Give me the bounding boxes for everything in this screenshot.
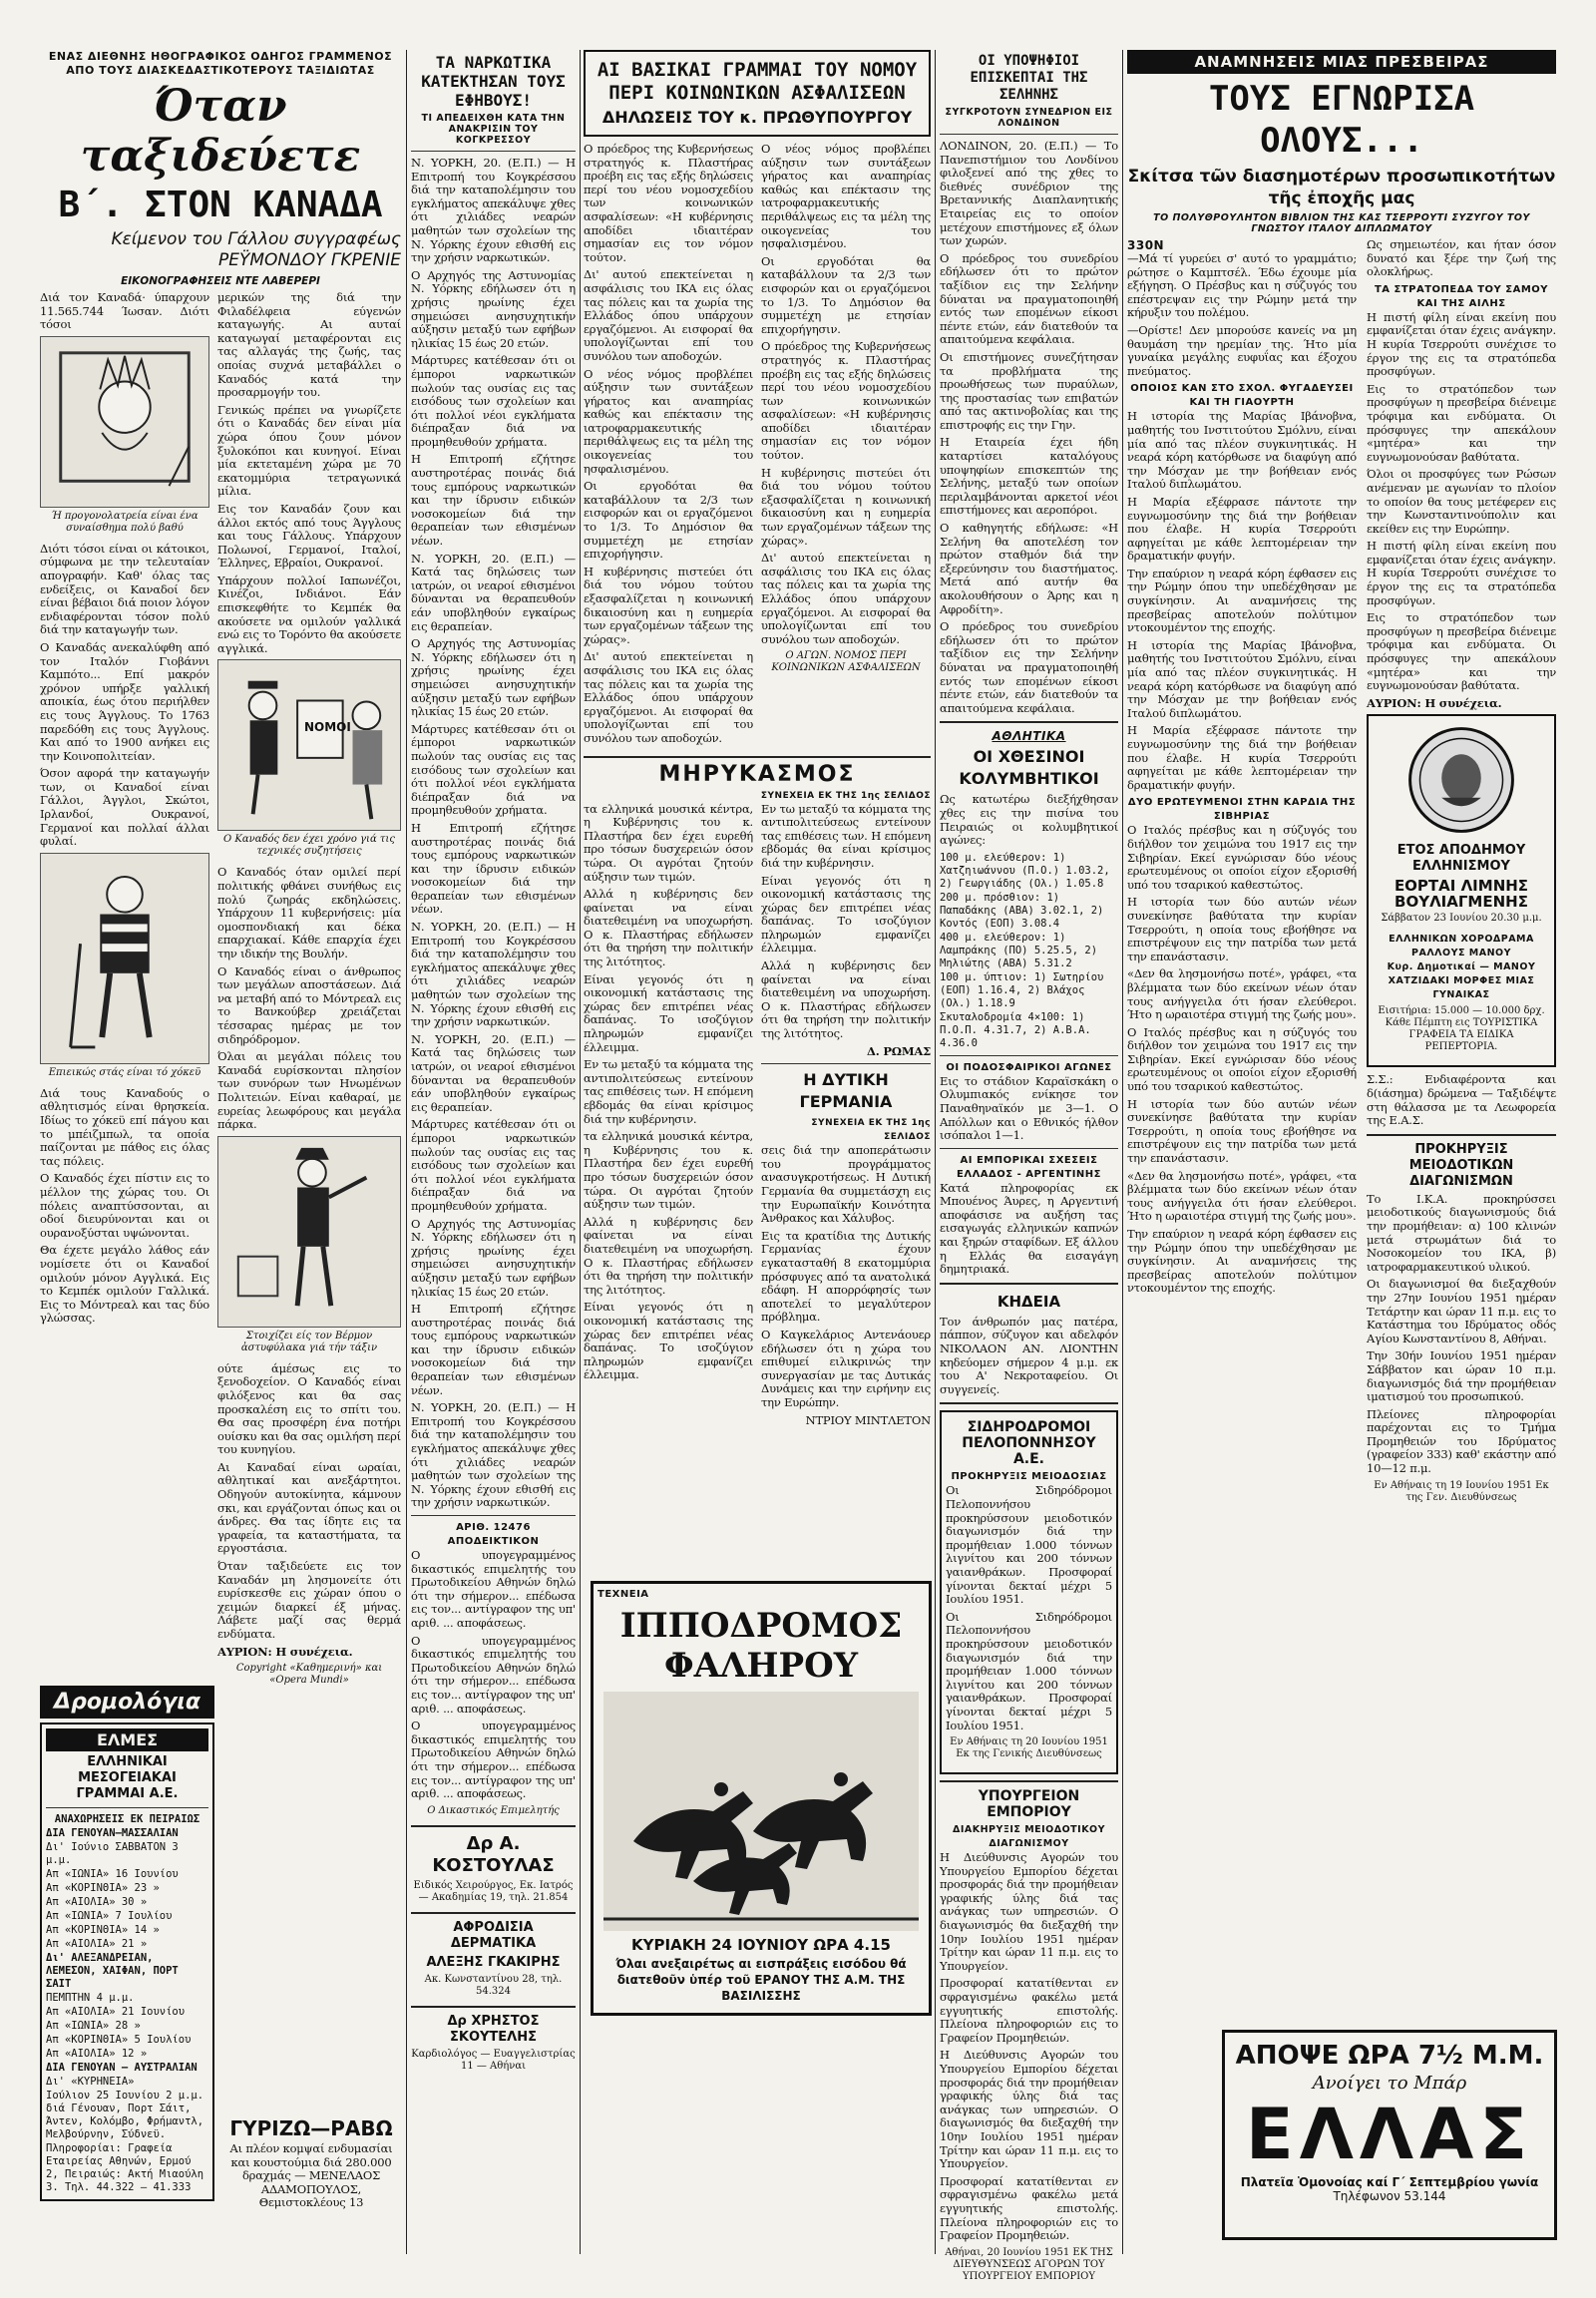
commerce-notice-text: Η Διεύθυνσις Αγορών του Υπουργείου Εμπορίου δέχεται προσφοράς διά την προμήθειαν γραφικής ύλης διά τας ανάγκας των υπηρεσιών. Ο διαγωνισμός θα διεξαχθή την 10ην Ιουλίου 1951 ημέραν Τρίτην και ώραν 11 π.μ. εις το Υπουργείον. [940,2048,1118,2171]
route-ship: Δι' «ΚΥΡΗΝΕΙΑ» [46,2076,135,2088]
sports-section-label: ΑΘΛΗΤΙΚΑ [992,729,1066,744]
article-subtitle: Β΄. ΣΤΟΝ ΚΑΝΑΔΑ [58,185,383,225]
continued-tomorrow: ΑΥΡΙΟΝ: Η συνέχεια. [217,1644,353,1659]
paragraph: Ο πρόεδρος της Κυβερνήσεως στρατηγός κ. Πλαστήρας προέβη εις τας εξής δηλώσεις περί του νέου νομοσχεδίου των κοινωνικών ασφαλίσεων: «Η κυβέρνησις αποδίδει ιδιαιτέραν σημασίαν εις τον νόμον τούτον. [761,339,931,463]
commerce-notice-text: Προσφοραί κατατίθενται εν σφραγισμένω φακέλω μετά εγγυητικής επιστολής. Πλείονα πληροφοριών εις το Γραφείον Προμηθειών. [940,1976,1118,2045]
paragraph: Εις το στρατόπεδον των προσφύγων η πρεσβείρα διένειμε τρόφιμα και ενδύματα. Οι πρόσφυγες την απεκάλουν «μητέρα» και την ευγνωμονούσαν βαθύτατα. [1367,381,1556,464]
tailor-ad-text: Αι πλέον κομψαί ενδυμασίαι και κουστούμια διά 280.000 δραχμάς — ΜΕΝΕΛΑΟΣ ΑΔΑΜΟΠΟΥΛΟΣ, Θεμιστοκλέους 13 [229,2141,393,2210]
paragraph: ΛΟΝΔΙΝΟΝ, 20. (Ε.Π.) — Το Πανεπιστήμιον του Λονδίνου φιλοξενεί από της χθες το διεθνές συνέδριον της Βρεταννικής Διαπλανητικής Εταιρείας εις το οποίον μετέχουν επιστήμονες εξ όλων των χωρών. [940,139,1118,248]
lake-festival-title: ΕΤΟΣ ΑΠΟΔΗΜΟΥ ΕΛΛΗΝΙΣΜΟΥ [1396,843,1526,875]
paragraph: Η Επιτροπή εζήτησε αυστηροτέρας ποινάς διά τους εμπόρους ναρκωτικών και την ίδρυσιν ειδικών νοσοκομείων διά την θεραπείαν των εθισμένων νέων. [411,452,576,549]
section-heading: ΤΑ ΣΤΡΑΤΟΠΕΔΑ ΤΟΥ ΣΑΜΟΥ ΚΑΙ ΤΗΣ ΑΙΛΗΣ [1374,283,1549,309]
paragraph: Ν. ΥΟΡΚΗ, 20. (Ε.Π.) — Η Επιτροπή του Κογκρέσσου διά την καταπολέμησιν του εγκλήματος απεκάλυψε χθες ότι χιλιάδες νεαρών μαθητών των σχολείων της Ν. Υόρκης έχουν εθισθή εις την χρήσιν ναρκωτικών. [411,920,576,1029]
insurance-headline: ΑΙ ΒΑΣΙΚΑΙ ΓΡΑΜΜΑΙ ΤΟΥ ΝΟΜΟΥ ΠΕΡΙ ΚΟΙΝΩΝΙΚΩΝ ΑΣΦΑΛΙΣΕΩΝ [597,59,918,104]
paragraph: Η ιστορία των δύο αυτών νέων συνεκίνησε βαθύτατα την κυρίαν Τσερρούτι, η οποία τους εβοήθησε να επιστρέψουν εις την πατρίδα των μετά την επανάστασιν. [1127,1096,1357,1166]
paragraph: Δι' αυτού επεκτείνεται η ασφάλισις του ΙΚΑ εις όλας τας πόλεις και τα χωρία της Ελλάδος όπου υπάρχουν εργαζόμενοι. Αι εισφοραί θα υπολογίζωνται επί του συνόλου των αποδοχών. [761,551,931,646]
paragraph: Είναι γεγονός ότι η οικονομική κατάστασις της χώρας δεν επιτρέπει νέας δαπάνας. Το ισοζύγιον πληρωμών εμφανίζει έλλειμμα. [584,971,753,1054]
paragraph: μερικών της διά την Φιλαδέλφεια εύγενών καταγωγής. Αι αυταί καταγωγαί μεταφέρονται εις τας αλλαγάς της ζωής, τας οποίας συχνά μεταβάλλει ο Καναδός κατά την προσαρμογήν του. [217,290,401,400]
paragraph: Η κυβέρνησις πιστεύει ότι διά του νόμου τούτου εξασφαλίζεται η κοινωνική δικαιοσύνη και η ευημερία των εργαζομένων τάξεων της χώρας». [584,564,753,646]
list-item: 200 μ. πρόσθιον: 1) Παπαδάκης (ΑΒΑ) 3.02.1, 2) Κοντός (ΕΟΠ) 3.08.4 [940,891,1104,930]
ship-list [46,1868,208,1951]
paragraph: Όλοι οι προσφύγες των Ρώσων ανέμεναν με αγωνίαν το πλοίον το οποίον θα τους μετέφερεν εις την Κωνσταντινούπολιν και εκείθεν εις την Ευρώπην. [1367,467,1556,536]
paragraph: Ο Καναδός έχει πίστιν εις το μέλλον της χώρας του. Οι πόλεις αναπτύσσονται, αι οδοί διευρύνονται και οι ουρανοξύσται υψώνονται. [40,1171,209,1240]
coin-seal-illustration [1373,720,1550,840]
bar-ad-address: Πλατεῖα Ὁμονοίας καί Γ΄ Σεπτεμβρίου γωνία [1240,2175,1539,2189]
hippodrome-text: Όλαι ανεξαιρέτως αι εισπράξεις εισόδου θά διατεθοῦν ὑπέρ τοῦ ΕΡΑΝΟΥ ΤΗΣ Α.Μ. ΤΗΣ ΒΑΣΙΛΙΣΣΗΣ [615,1957,907,2003]
paragraph: Ο πρόεδρος του συνεδρίου εδήλωσεν ότι το πρώτον ταξίδιον εις την Σελήνην δύναται να πραγματοποιηθή εντός των επομένων είκοσι πέντε ετών, εάν διατεθούν τα απαιτούμενα κεφάλαια. [940,250,1118,347]
memoirs-book-note: ΤΟ ΠΟΛΥΘΡΟΥΛΗΤΟΝ ΒΙΒΛΙΟΝ ΤΗΣ ΚΑΣ ΤΣΕΡΡΟΥΤΙ ΣΥΖΥΓΟΥ ΤΟΥ ΓΝΩΣΤΟΥ ΙΤΑΛΟΥ ΔΙΠΛΩΜΑΤΟΥ [1153,212,1530,234]
continued-tomorrow: ΑΥΡΙΟΝ: Η συνέχεια. [1367,695,1502,710]
indian-portrait-illustration [40,336,209,508]
section-heading: ΟΠΟΙΟΣ ΚΑΝ ΣΤΟ ΣΧΟΛ. ΦΥΓΑΔΕΥΣΕΙ ΚΑΙ ΤΗ ΓΙΑΟΥΡΤΗ [1130,383,1354,409]
illustration-svg [218,1137,400,1327]
paragraph: Ο Καναδός όταν ομιλεί περί πολιτικής φθάνει συνήθως εις πολύ ζωηράς εκδηλώσεις. Υπάρχουν 11 κυβερνήσεις: μία ομοσπονδιακή και δέκα επαρχιακαί. Κάθε επαρχία έχει την ιδικήν της Βουλήν. [217,865,401,960]
paragraph: Εις τον Καναδάν ζουν και άλλοι εκτός από τους Άγγλους και τους Γάλλους. Υπάρχουν Πολωνοί, Γερμανοί, Ιταλοί, Έλληνες, Εβραίοι, Ουκρανοί. [217,501,401,571]
paragraph: Όταν ταξιδεύετε εις τον Καναδάν μη λησμονείτε ότι ευρίσκεσθε εις χώραν όπου ο χειμών διαρκεί έξ μήνας. Λάβετε μαζί σας θερμά ενδύματα. [217,1559,401,1641]
funeral-headline: ΚΗΔΕΙΑ [997,1292,1061,1311]
paragraph: Η κυβέρνησις πιστεύει ότι διά του νόμου τούτου εξασφαλίζεται η κοινωνική δικαιοσύνη και η ευημερία των εργαζομένων τάξεων της χώρας». [761,465,931,548]
railway-subheadline: ΠΡΟΚΗΡΥΞΙΣ ΜΕΙΟΔΟΣΙΑΣ [951,1471,1107,1483]
paragraph: Εις το στρατόπεδον των προσφύγων η πρεσβείρα διένειμε τρόφιμα και ενδύματα. Οι πρόσφυγες την απεκάλουν «μητέρα» και την ευγνωμονούσαν βαθύτατα. [1367,610,1556,693]
paragraph: Ν. ΥΟΡΚΗ, 20. (Ε.Π.) — Κατά τας δηλώσεις των ιατρών, οι νεαροί εθισμένοι δύνανται να θεραπευθούν εάν υποβληθούν εγκαίρως εις θεραπείαν. [411,551,576,633]
lake-festival-program: ΕΛΛΗΝΙΚΩΝ ΧΟΡΟΔΡΑΜΑ ΡΑΛΛΟΥΣ ΜΑΝΟΥ [1389,934,1534,959]
caption: Ή προγονολατρεία είναι ένα συναίσθημα πολύ βαθύ [51,510,199,534]
paragraph: Είναι γεγονός ότι η οικονομική κατάστασις της χώρας δεν επιτρέπει νέας δαπάνας. Το ισοζύγιον πληρωμών εμφανίζει έλλειμμα. [584,1300,753,1382]
continued-from: ΣΥΝΕΧΕΙΑ ΕΚ ΤΗΣ 1ης ΣΕΛΙΔΟΣ [760,790,931,801]
installment-number: 330Ν [1127,238,1165,252]
paragraph: Ο καθηγητής εδήλωσε: «Η Σελήνη θα αποτελέση τον πρώτον σταθμόν διά την εξερεύνησιν του διαστήματος. Μετά από αυτήν θα ακολουθήσουν ο Άρης και η Αφροδίτη». [940,521,1118,616]
paragraph: Η ιστορία της Μαρίας Ιβάνοβνα, μαθητής του Ινστιτούτου Σμόλνυ, είναι μία από τας πλέον συγκινητικάς. Η νεαρά κόρη κατόρθωσε να διαφύγη από την Μόσχαν με την βοήθειαν ενός Ιταλού διπλωμάτου. [1127,637,1357,720]
moon-headline: ΟΙ ΥΠΟΨΗΦΙΟΙ ΕΠΙΣΚΕΠΤΑΙ ΤΗΣ ΣΕΛΗΝΗΣ [970,53,1088,103]
departures-heading: ΑΝΑΧΩΡΗΣΕΙΣ ΕΚ ΠΕΙΡΑΙΩΣ [54,1813,200,1825]
list-item: Απ «ΙΩΝΙΑ» 28 » [46,2020,141,2032]
railway-notice-text: Οι Σιδηρόδρομοι Πελοποννήσου προκηρύσσουν μειοδοτικόν διαγωνισμόν διά την προμήθειαν 1.000 τόννων λιγνίτου και 200 τόννων γαιανθράκων. Προσφοραί γίνονται δεκταί μέχρι 5 Ιουλίου 1951. [946,1483,1112,1607]
moon-subheadline: ΣΥΓΚΡΟΤΟΥΝ ΣΥΝΕΔΡΙΟΝ ΕΙΣ ΛΟΝΔΙΝΟΝ [945,107,1113,129]
schedule-title: Δρομολόγια [40,1686,214,1719]
ika-notice-text: Την 30ήν Ιουνίου 1951 ημέραν Σάββατον και ώραν 10 π.μ. διαγωνισμός διά την προμήθειαν ιματισμού του προσωπικού. [1367,1348,1556,1404]
memoirs-kicker: ΑΝΑΜΝΗΣΕΙΣ ΜΙΑΣ ΠΡΕΣΒΕΙΡΑΣ [1127,50,1556,74]
article-title: Όταν ταξιδεύετε [80,81,361,182]
paragraph: Ο πρόεδρος της Κυβερνήσεως στρατηγός κ. Πλαστήρας προέβη εις τας εξής δηλώσεις περί του νέου νομοσχεδίου των κοινωνικών ασφαλίσεων: «Η κυβέρνησις αποδίδει ιδιαιτέραν σημασίαν εις τον νόμον τούτον. [584,142,753,264]
paragraph: Ο Καγκελάριος Αντενάουερ εδήλωσεν ότι η χώρα του επιθυμεί ειλικρινώς την συνεργασίαν με τας Δυτικάς Δυνάμεις και την ειρήνην εις την Ευρώπην. [761,1327,931,1409]
paragraph: ούτε άμέσως εις το ξενοδοχείον. Ο Καναδός είναι φιλόξενος και θα σας προσκαλέση εις το σπίτι του. Θα σας προσφέρη ένα ποτήρι ουίσκυ και θα σας ομιλήση περί του κυνηγίου. [217,1360,401,1457]
laws-sign-text: ΝΟΜΟΙ [304,720,351,735]
paragraph: τα ελληνικά μουσικά κέντρα, η Κυβέρνησις του κ. Πλαστήρα δεν έχει ευρεθή προ τόσων δυσχερειών όσον τώρα. Οι αγρόται ζητούν αύξησιν των τιμών. [584,1129,753,1212]
column-rule [580,50,581,2254]
paragraph: Υπάρχουν πολλοί Ιαπωνέζοι, Κινέζοι, Ινδιάνοι. Εάν επισκεφθήτε το Κεμπέκ θα ακούσετε να ομιλούν γαλλικά ενώ εις το Τορόντο θα ακούσετε αγγλικά. [217,573,401,655]
paragraph: Όσον αφορά την καταγωγήν των, οι Καναδοί είναι Γάλλοι, Άγγλοι, Σκώτοι, Ιρλανδοί, Ουκρανοί, Γερμανοί και πολλαί άλλαι φυλαί. [40,766,209,849]
bar-ad-subtitle: Ανοίγει το Μπάρ [1312,2073,1467,2094]
paragraph: Ο Αρχηγός της Αστυνομίας Ν. Υόρκης εδήλωσεν ότι η χρήσις ηρωίνης έχει σημειώσει ανησυχητικήν αύξησιν μεταξύ των εφήβων ηλικίας 15 έως 20 ετών. [411,267,576,350]
hippodrome-tag: ΤΕΧΝΕΙΑ [598,1589,649,1600]
col5-news [940,50,1118,2282]
route-title: Δι' ΑΛΕΞΑΝΔΡΕΙΑΝ, ΛΕΜΕΣΟΝ, ΧΑΙΦΑΝ, ΠΟΡΤ ΣΑΙΤ [46,1952,179,1990]
paragraph: Ν. ΥΟΡΚΗ, 20. (Ε.Π.) — Η Επιτροπή του Κογκρέσσου διά την καταπολέμησιν του εγκλήματος απεκάλυψε χθες ότι χιλιάδες νεαρών μαθητών των σχολείων της Ν. Υόρκης έχουν εθισθή εις την χρήσιν ναρκωτικών. [411,156,576,265]
lake-festival-program: Κυρ. Δημοτικαί — ΜΑΝΟΥ ΧΑΤΖΙΔΑΚΙ ΜΟΡΦΕΣ ΜΙΑΣ ΓΥΝΑΙΚΑΣ [1387,961,1536,1001]
policeman-illustration [217,1136,401,1328]
paragraph: Ο νέος νόμος προβλέπει αύξησιν των συντάξεων γήρατος και αναπηρίας καθώς και επέκτασιν της ιατροφαρμακευτικής περιθάλψεως εις τα μέλη της οικογενείας του ησφαλισμένου. [584,366,753,476]
paragraph: Ο Ιταλός πρέσβυς και η σύζυγός του διήλθον τον χειμώνα του 1917 εις την Σιβηρίαν. Εκεί εγνώρισαν δύο νέους ερωτευμένους οι οποίοι είχον εξορισθή υπό του τσαρικού καθεστώτος. [1127,823,1357,892]
commerce-ministry-headline: ΥΠΟΥΡΓΕΙΟΝ ΕΜΠΟΡΙΟΥ [978,1788,1080,1821]
paragraph: Ως σημειωτέον, και ήταν όσον δυνατό και ξέρε την ζωή της ολοκλήρως. [1367,237,1556,279]
lake-festival-ad [1367,714,1556,1067]
paragraph: Η Επιτροπή εζήτησε αυστηροτέρας ποινάς διά τους εμπόρους ναρκωτικών και την ίδρυσιν ειδικών νοσοκομείων διά την θεραπείαν των εθισμένων νέων. [411,820,576,917]
route-schedule: ΠΕΜΠΤΗΝ 4 μ.μ. [46,1992,135,2004]
canada-article-col1 [40,50,401,1695]
hockey-player-illustration [40,853,209,1064]
paragraph: —Μά τί γυρεύει σ' αυτό το γραμμάτιο; ρώτησε ο Καμπτσέλ. Έδω έχουμε μία εξήγηση. Ο Πρέσβυς και η σύζυγός του επέστρεψαν εις την Ρώμην μετά την κήρυξιν του πολέμου. [1127,251,1357,320]
illustration-svg [603,1692,919,1931]
ika-notice-text: Το Ι.Κ.Α. προκηρύσσει μειοδοτικούς διαγωνισμούς διά την προμήθειαν: α) 100 κλινών μετά στρωμάτων διά το Νοσοκομείον του ΙΚΑ, β) ιατροφαρμακευτικού υλικού. [1367,1191,1556,1274]
route-title: ΔΙΑ ΓΕΝΟΥΑΝ—ΜΑΣΣΑΛΙΑΝ [46,1827,179,1839]
legal-notice-sign: Ο Δικαστικός Επιμελητής [427,1804,560,1816]
paragraph: «Δεν θα λησμονήσω ποτέ», γράφει, «τα βλέμματα των δύο εκείνων νέων όταν τους ανήγγειλα ότι ήσαν ελεύθεροι. Ήτο η ωραιοτέρα στιγμή της ζωής μου». [1127,966,1357,1022]
narcotics-subheadline: ΤΙ ΑΠΕΔΕΙΧΘΗ ΚΑΤΑ ΤΗΝ ΑΝΑΚΡΙΣΙΝ ΤΟΥ ΚΟΓΚΡΕΣΣΟΥ [421,113,566,146]
copyright: Copyright «Καθημερινή» και «Opera Mundi» [235,1663,383,1687]
paragraph: Ο Καναδάς ανεκαλύφθη από τον Ιταλόν Γιοβάννι Καμπότο... Επί μακρόν χρόνον υπήρξε γαλλική αποικία, έως ότου περιήλθεν εις τους Άγγλους. Το 1763 παρεδόθη εις τους Άγγλους. Και από το 1900 ανήκει εις την Κοινοπολιτείαν. [40,639,209,763]
memoirs-headline: ΤΟΥΣ ΕΓΝΩΡΙΣΑ ΟΛΟΥΣ... [1208,79,1475,161]
memoirs-subheadline: Σκίτσα τῶν διασημοτέρων προσωπικοτήτων τῆς ἐποχῆς μας [1127,167,1556,208]
article-author: Κείμενον του Γάλλου συγγραφέως ΡΕΫΜΟΝΔΟΥ ΓΚΡΕΝΙΕ [111,229,401,270]
paragraph: Κατά πληροφορίας εκ Μπουένος Άυρες, η Αργεντινή αποφάσισε να αυξήση τας εισαγωγάς ελληνικών καπνών και ξηρών σταφίδων. Εξ άλλου η Ελλάς θα εισαγάγη δημητριακά. [940,1180,1118,1277]
paragraph: Ο Αρχηγός της Αστυνομίας Ν. Υόρκης εδήλωσεν ότι η χρήσις ηρωίνης έχει σημειώσει ανησυχητικήν αύξησιν μεταξύ των εφήβων ηλικίας 15 έως 20 ετών. [411,636,576,719]
railway-notice-text: Οι Σιδηρόδρομοι Πελοποννήσου προκηρύσσουν μειοδοτικόν διαγωνισμόν διά την προμήθειαν 1.000 τόννων λιγνίτου και 200 τόννων γαιανθράκων. Προσφοραί γίνονται δεκταί μέχρι 5 Ιουλίου 1951. [946,1609,1112,1732]
paragraph: Εν τω μεταξύ τα κόμματα της αντιπολιτεύσεως εντείνουν τας επιθέσεις των. Η επόμενη εβδομάς θα είναι κρίσιμος διά την κυβέρνησιν. [761,801,931,870]
column-rule [1122,50,1123,2254]
paragraph: Η Επιτροπή εζήτησε αυστηροτέρας ποινάς διά τους εμπόρους ναρκωτικών και την ίδρυσιν ειδικών νοσοκομείων διά την θεραπείαν των εθισμένων νέων. [411,1302,576,1397]
caption: Στοιχίζει είς τον Βέρμον ἀστυφύλακα γιά τήν τάξιν [240,1330,378,1353]
paragraph: Οι εργοδόται θα καταβάλλουν τα 2/3 των εισφορών και οι εργαζόμενοι το 1/3. Το Δημόσιον θα συμμετέχη με ετησίαν επιχορήγησιν. [584,479,753,562]
ship-list [46,2006,208,2061]
bar-ellas-ad [1222,2030,1557,2240]
lake-festival-date: Σάββατον 23 Ιουνίου 20.30 μ.μ. [1381,913,1542,925]
paragraph: Θα έχετε μεγάλο λάθος εάν νομίσετε ότι οι Καναδοί ομιλούν μόνον Αγγλικά. Εις το Κεμπέκ ομιλούν Γαλλικά. Εις το Μόντρεαλ και τας δύο γλώσσας. [40,1243,209,1326]
list-item: Απ «ΙΩΝΙΑ» 16 Ιουνίου [46,1868,179,1880]
commerce-notice-sign: Αθήναι, 20 Ιουνίου 1951 ΕΚ ΤΗΣ ΔΙΕΥΘΥΝΣΕΩΣ ΑΓΟΡΩΝ ΤΟΥ ΥΠΟΥΡΓΕΙΟΥ ΕΜΠΟΡΙΟΥ [945,2246,1113,2282]
section-heading: ΔΥΟ ΕΡΩΤΕΥΜΕΝΟΙ ΣΤΗΝ ΚΑΡΔΙΑ ΤΗΣ ΣΙΒΗΡΙΑΣ [1127,797,1357,823]
football-headline: ΟΙ ΠΟΔΟΣΦΑΙΡΙΚΟΙ ΑΓΩΝΕΣ [946,1061,1112,1073]
paragraph: Η πιστή φίλη είναι εκείνη που εμφανίζεται όταν έχεις ανάγκην. Η κυρία Τσερρούτι συνέχισε το έργον της εις τα στρατόπεδα προσφύγων. [1367,309,1556,379]
paragraph: Αι Καναδαί είναι ωραίαι, αθλητικαί και ανεξάρτητοι. Οδηγούν αυτοκίνητα, κάμνουν σκι, και εργάζονται όπως και οι άνδρες. Θα τας ίδητε εις τα γραφεία, τα καταστήματα, τα εργοστάσια. [217,1459,401,1556]
illustration-svg [1373,720,1550,840]
trade-headline: ΑΙ ΕΜΠΟΡΙΚΑΙ ΣΧΕΣΕΙΣ ΕΛΛΑΔΟΣ - ΑΡΓΕΝΤΙΝΗΣ [957,1154,1101,1180]
illustration-svg [218,660,400,830]
shipping-info: Πληροφορίαι: Γραφεία Εταιρείας Αθηνών, Ερμού 2, Πειραιώς: Ακτή Μιαούλη 3. Τηλ. 44.322 — 41.333 [46,2142,204,2193]
paragraph: τα ελληνικά μουσικά κέντρα, η Κυβέρνησις του κ. Πλαστήρα δεν έχει ευρεθή προ τόσων δυσχερειών όσον τώρα. Οι αγρόται ζητούν αύξησιν των τιμών. [584,801,753,884]
continued-from: ΣΥΝΕΧΕΙΑ ΕΚ ΤΗΣ 1ης ΣΕΛΙΔΟΣ [811,1118,931,1143]
author-signature: ΝΤΡΙΟΥ ΜΙΝΤΛΕΤΟΝ [805,1412,931,1427]
paragraph: Ο Καναδός είναι ο άνθρωπος των μεγάλων αποστάσεων. Διά να μεταβή από το Μόντρεαλ εις το Βανκούβερ χρειάζεται τέσσαρας ημέρας με τον σιδηρόδρομον. [217,963,401,1046]
paragraph: Διά τους Καναδούς ο αθλητισμός είναι θρησκεία. Ιδίως το χόκεϋ επί πάγου και το μπέιζμπωλ, τα οποία παίζονται με πάθος εις όλας τας πόλεις. [40,1085,209,1168]
paragraph: Η πιστή φίλη είναι εκείνη που εμφανίζεται όταν έχεις ανάγκην. Η κυρία Τσερρούτι συνέχισε το έργον της εις τα στρατόπεδα προσφύγων. [1367,539,1556,607]
list-item: 100 μ. ύπτιον: 1) Σωτηρίου (ΕΟΠ) 1.16.4, 2) Βλάχος (Ολ.) 1.18.9 [940,970,1104,1009]
article-illustrator: ΕΙΚΟΝΟΓΡΑΦΗΣΕΙΣ ΝΤΕ ΛΑΒΕΡΕΡΙ [121,275,320,287]
paragraph: Ν. ΥΟΡΚΗ, 20. (Ε.Π.) — Κατά τας δηλώσεις των ιατρών, οι νεαροί εθισμένοι δύνανται να θεραπευθούν εάν υποβληθούν εγκαίρως εις θεραπείαν. [411,1031,576,1114]
legal-notice-text: Ο υπογεγραμμένος δικαστικός επιμελητής του Πρωτοδικείου Αθηνών δηλώ ότι την σήμερον... επέδωσα εις τον... αντίγραφον της υπ' αριθ. ... αποφάσεως. [411,1633,576,1716]
paragraph: Είναι γεγονός ότι η οικονομική κατάστασις της χώρας δεν επιτρέπει νέας δαπάνας. Το ισοζύγιον πληρωμών εμφανίζει έλλειμμα. [761,873,931,956]
paragraph: Η Μαρία εξέφρασε πάντοτε την ευγνωμοσύνην της διά την βοήθειαν που έλαβε. Η κυρία Τσερρούτι αφηγείται με κάθε λεπτομέρειαν την δραματικήν φυγήν. [1127,723,1357,792]
laws-cartoon-illustration [217,659,401,831]
doctor-ad-text: Ειδικός Χειρούργος, Εκ. Ιατρός — Ακαδημίας 19, τηλ. 21.854 [413,1879,574,1903]
dermatology-ad-name: ΑΛΕΞΗΣ ΓΚΑΚΙΡΗΣ [426,1954,561,1970]
ika-notice-sign: Εν Αθήναις τη 19 Ιουνίου 1951 Εκ της Γεν. Διευθύνσεως [1374,1479,1549,1503]
doctor-ad-name: Δρ Α. ΚΟΣΤΟΥΛΑΣ [432,1832,555,1876]
author-signature: Δ. ΡΩΜΑΣ [867,1043,931,1058]
paragraph: Αλλά η κυβέρνησις δεν φαίνεται να είναι διατεθειμένη να υποχωρήση. Ο κ. Πλαστήρας εδήλωσεν ότι θα τηρήση την πολιτικήν της λιτότητος. [761,958,931,1041]
swim-results-list [940,852,1118,1050]
hippodrome-title: ΙΠΠΟΔΡΟΜΟΣ ΦΑΛΗΡΟΥ [619,1606,903,1686]
hippodrome-ad [591,1581,932,2016]
illustration-svg [41,337,208,507]
bar-ad-phone: Τηλέφωνον 53.144 [1333,2189,1446,2203]
railway-headline: ΣΙΔΗΡΟΔΡΟΜΟΙ ΠΕΛΟΠΟΝΝΗΣΟΥ Α.Ε. [962,1419,1096,1468]
mirykasmos-headline: ΜΗΡΥΚΑΣΜΟΣ [658,761,856,787]
article-kicker: ΕΝΑΣ ΔΙΕΘΝΗΣ ΗΘΟΓΡΑΦΙΚΟΣ ΟΔΗΓΟΣ ΓΡΑΜΜΕΝΟΣ ΑΠΟ ΤΟΥΣ ΔΙΑΣΚΕΔΑΣΤΙΚΟΤΕΡΟΥΣ ΤΑΞΙΔΙΩΤΑΣ [48,50,393,77]
paragraph: Την επαύριον η νεαρά κόρη έφθασεν εις την Ρώμην όπου την υπεδέχθησαν με συγκίνησιν. Αι αναμνήσεις της πρεσβείρας αποτελούν πολύτιμον ντοκουμέντον της εποχής. [1127,566,1357,635]
shipping-company: ΕΛΛΗΝΙΚΑΙ ΜΕΣΟΓΕΙΑΚΑΙ ΓΡΑΜΜΑΙ Α.Ε. [76,1754,179,1801]
paragraph: Ο Αρχηγός της Αστυνομίας Ν. Υόρκης εδήλωσεν ότι η χρήσις ηρωίνης έχει σημειώσει ανησυχητικήν αύξησιν μεταξύ των εφήβων ηλικίας 15 έως 20 ετών. [411,1216,576,1299]
column-rule [406,50,407,2254]
legal-notice-heading: ΑΡΙΘ. 12476 ΑΠΟΔΕΙΚΤΙΚΟΝ [447,1522,540,1547]
list-item: Απ «ΑΙΟΛΙΑ» 21 » [46,1938,148,1950]
ika-headline: ΠΡΟΚΗΡΥΞΙΣ ΜΕΙΟΔΟΤΙΚΩΝ ΔΙΑΓΩΝΙΣΜΩΝ [1408,1141,1514,1189]
insurance-subheadline: ΔΗΛΩΣΕΙΣ ΤΟΥ κ. ΠΡΩΘΥΠΟΥΡΓΟΥ [601,108,913,127]
bar-ad-name: ΕΛΛΑΣ [1245,2094,1534,2175]
tailor-ad [221,2114,401,2214]
paragraph: Όλαι αι μεγάλαι πόλεις του Καναδά ευρίσκονται πλησίον των συνόρων των Ηνωμένων Πολιτειών. Είναι καθαραί, με ευρείας λεωφόρους και μεγάλα πάρκα. [217,1049,401,1132]
paragraph: σεις διά την αποπεράτωσιν του προγράμματος ανασυγκροτήσεως. Η Δυτική Γερμανία θα συμμετάσχη εις την Ευρωπαϊκήν Κοινότητα Άνθρακος και Χάλυβος. [761,1143,931,1226]
paragraph: Η Εταιρεία έχει ήδη καταρτίσει καταλόγους υποψηφίων επισκεπτών της Σελήνης, μεταξύ των οποίων περιλαμβάνονται αρκετοί νέοι επιστήμονες και αεροπόροι. [940,435,1118,518]
list-item: Απ «ΑΙΟΛΙΑ» 21 Ιουνίου [46,2006,186,2018]
shipping-logo: ΕΛΜΕΣ [46,1728,208,1751]
legal-notice-text: Ο υπογεγραμμένος δικαστικός επιμελητής του Πρωτοδικείου Αθηνών δηλώ ότι την σήμερον... επέδωσα εις τον... αντίγραφον της υπ' αριθ. ... αποφάσεως. [411,1719,576,1801]
paragraph: Αλλά η κυβέρνησις δεν φαίνεται να είναι διατεθειμένη να υποχωρήση. Ο κ. Πλαστήρας εδήλωσεν ότι θα τηρήση την πολιτικήν της λιτότητος. [584,1214,753,1297]
paragraph: Ο Ιταλός πρέσβυς και η σύζυγός του διήλθον τον χειμώνα του 1917 εις την Σιβηρίαν. Εκεί εγνώρισαν δύο νέους ερωτευμένους οι οποίοι είχον εξορισθή υπό του τσαρικού καθεστώτος. [1127,1024,1357,1094]
paragraph: Εις το στάδιον Καραϊσκάκη ο Ολυμπιακός ενίκησε τον Παναθηναϊκόν με 3—1. Ο Απόλλων και ο Εθνικός ήλθον ισόπαλοι 1—1. [940,1073,1118,1143]
paragraph: Η Μαρία εξέφρασε πάντοτε την ευγνωμοσύνην της διά την βοήθειαν που έλαβε. Η κυρία Τσερρούτι αφηγείται με κάθε λεπτομέρειαν την δραματικήν φυγήν. [1127,494,1357,564]
paragraph: Μάρτυρες κατέθεσαν ότι οι έμποροι ναρκωτικών πωλούν τας ουσίας εις τας εισόδους των σχολείων και ότι πολλοί νέοι εγκλήματα διέπραξαν διά να προμηθευθούν χρήματα. [411,353,576,449]
paragraph: Οι επιστήμονες συνεζήτησαν τα προβλήματα της προωθήσεως των πυραύλων, της προστασίας των επιβατών από τας ακτινοβολίας και της επιστροφής εις την Γην. [940,349,1118,432]
cardiology-ad-text: Καρδιολόγος — Ευαγγελιστρίας 11 — Αθήναι [411,2048,576,2072]
paragraph: Μάρτυρες κατέθεσαν ότι οι έμποροι ναρκωτικών πωλούν τας ουσίας εις τας εισόδους των σχολείων και ότι πολλοί νέοι εγκλήματα διέπραξαν διά να προμηθευθούν χρήματα. [411,721,576,818]
paragraph: Διά τον Καναδά· ύπαρχουν 11.565.744 Ίωσαν. Διότι τόσοι [40,290,209,332]
paragraph: Ο πρόεδρος του συνεδρίου εδήλωσεν ότι το πρώτον ταξίδιον εις την Σελήνην δύναται να πραγματοποιηθή εντός των επομένων είκοσι πέντε ετών, εάν διατεθούν τα απαιτούμενα κεφάλαια. [940,619,1118,715]
railway-notice-sign: Εν Αθήναις τη 20 Ιουνίου 1951 Εκ της Γενικής Διευθύνσεως [950,1736,1108,1760]
commerce-notice-text: Προσφοραί κατατίθενται εν σφραγισμένω φακέλω μετά εγγυητικής επιστολής. Πλείονα πληροφοριών εις το Γραφείον Προμηθειών. [940,2173,1118,2243]
lake-festival-tickets: Εισιτήρια: 15.000 — 10.000 δρχ. Κάθε Πέμπτη εις ΤΟΥΡΙΣΤΙΚΑ ΓΡΑΦΕΙΑ ΤΑ ΕΙΔΙΚΑ ΡΕΠΕΡΤΟΡΙΑ. [1378,1005,1545,1053]
paragraph: Γενικώς πρέπει να γνωρίζετε ότι ο Καναδάς δεν είναι μία χώρα όπου ζουν μόνον ξυλοκόποι και κυνηγοί. Είναι μία εκτεταμένη χώρα με 70 εκατομμύρια τετραγωνικά μίλια. [217,402,401,499]
shipping-schedule-ad [40,1686,214,2201]
illustration-svg [41,854,208,1063]
paragraph: Οι εργοδόται θα καταβάλλουν τα 2/3 των εισφορών και οι εργαζόμενοι το 1/3. Το Δημόσιον θα συμμετέχη με ετησίαν επιχορήγησιν. [761,253,931,336]
caption: Ο Καναδός δεν έχει χρόνο γιά τις τεχνικές συζητήσεις [223,834,395,858]
paragraph: Εν τω μεταξύ τα κόμματα της αντιπολιτεύσεως εντείνουν τας επιθέσεις των. Η επόμενη εβδομάς θα είναι κρίσιμος διά την κυβέρνησιν. [584,1057,753,1126]
paragraph: Εις τα κρατίδια της Δυτικής Γερμανίας έχουν εγκατασταθή 8 εκατομμύρια πρόσφυγες από τα ανατολικά εδάφη. Η απορρόφησίς των αποτελεί το μεγαλύτερον πρόβλημα. [761,1228,931,1325]
narcotics-article [411,50,576,2254]
west-germany-headline: Η ΔΥΤΙΚΗ ΓΕΡΜΑΝΙΑ [799,1070,893,1112]
list-item: Απ «ΚΟΡΙΝΘΙΑ» 5 Ιουλίου [46,2034,192,2046]
bar-ad-time: ΑΠΟΨΕ ΩΡΑ 7½ Μ.Μ. [1235,2041,1544,2071]
list-item: 400 μ. ελεύθερον: 1) Λαμπράκης (ΠΟ) 5.25.5, 2) Μηλιώτης (ΑΒΑ) 5.31.2 [940,931,1098,969]
lake-festival-subtitle: ΕΟΡΤΑΙ ΛΙΜΝΗΣ ΒΟΥΛΙΑΓΜΕΝΗΣ [1394,877,1529,912]
swimming-headline: ΟΙ ΧΘΕΣΙΝΟΙ ΚΟΛΥΜΒΗΤΙΚΟΙ [959,747,1099,789]
paragraph: Μάρτυρες κατέθεσαν ότι οι έμποροι ναρκωτικών πωλούν τας ουσίας εις τας εισόδους των σχολείων και ότι πολλοί νέοι εγκλήματα διέπραξαν διά να προμηθευθούν χρήματα. [411,1117,576,1213]
legal-notice-text: Ο υπογεγραμμένος δικαστικός επιμελητής του Πρωτοδικείου Αθηνών δηλώ ότι την σήμερον... επέδωσα εις τον... αντίγραφον της υπ' αριθ. ... αποφάσεως. [411,1548,576,1630]
paragraph: «Δεν θα λησμονήσω ποτέ», γράφει, «τα βλέμματα των δύο εκείνων νέων όταν τους ανήγγειλα ότι ήσαν ελεύθεροι. Ήτο η ωραιοτέρα στιγμή της ζωής μου». [1127,1168,1357,1224]
list-item: Απ «ΑΙΟΛΙΑ» 12 » [46,2048,148,2060]
route-schedule: Δι' Ιούνιο ΣΑΒΒΑΤΟΝ 3 μ.μ. [46,1841,179,1866]
paragraph: —Ορίστε! Δεν μπορούσε κανείς να μη θαυμάση την ηρεμίαν της. Ήτο μία γυναίκα μεγάλης ευφυΐας και έξοχου πνεύματος. [1127,322,1357,378]
route-title: ΔΙΑ ΓΕΝΟΥΑΝ — ΑΥΣΤΡΑΛΙΑΝ [46,2062,198,2074]
paragraph: Διότι τόσοι είναι οι κάτοικοι, σύμφωνα με την τελευταίαν απογραφήν. Καθ' όλας τας ενδείξεις, οι Καναδοί δεν είναι βέβαιοι διά ποιον λόγον ενδιαφέρονται τόσον πολύ διά την καταγωγήν των. [40,541,209,637]
insurance-note: Ο ΑΓΩΝ. ΝΟΜΟΣ ΠΕΡΙ ΚΟΙΝΩΝΙΚΩΝ ΑΣΦΑΛΙΣΕΩΝ [771,650,921,674]
column-rule [935,50,936,2254]
caption: Επιεικώς στάς είναι τό χόκεϋ [48,1066,201,1078]
narcotics-headline: ΤΑ ΝΑΡΚΩΤΙΚΑ ΚΑΤΕΚΤΗΣΑΝ ΤΟΥΣ ΕΦΗΒΟΥΣ! [421,53,566,110]
paragraph: Η ιστορία των δύο αυτών νέων συνεκίνησε βαθύτατα την κυρίαν Τσερρούτι, η οποία τους εβοήθησε να επιστρέψουν εις την πατρίδα των μετά την επανάστασιν. [1127,895,1357,963]
paragraph: Δι' αυτού επεκτείνεται η ασφάλισις του ΙΚΑ εις όλας τας πόλεις και τα χωρία της Ελλάδος όπου υπάρχουν εργαζόμενοι. Αι εισφοραί θα υπολογίζωνται επί του συνόλου των αποδοχών. [584,267,753,363]
paragraph: Ν. ΥΟΡΚΗ, 20. (Ε.Π.) — Η Επιτροπή του Κογκρέσσου διά την καταπολέμησιν του εγκλήματος απεκάλυψε χθες ότι χιλιάδες νεαρών μαθητών των σχολείων της Ν. Υόρκης έχουν εθισθή εις την χρήσιν ναρκωτικών. [411,1400,576,1510]
tailor-ad-title: ΓΥΡΙΖΩ—ΡΑΒΩ [229,2116,393,2140]
ika-notice-text: Πλείονες πληροφορίαι παρέχονται εις το Τμήμα Προμηθειών του Ιδρύματος (γραφείον 333) καθ' εκάστην από 10—12 π.μ. [1367,1406,1556,1476]
list-item: Απ «ΚΟΡΙΝΘΙΑ» 23 » [46,1882,160,1894]
list-item: Απ «ΙΩΝΙΑ» 7 Ιουλίου [46,1910,173,1922]
list-item: Απ «ΚΟΡΙΝΘΙΑ» 14 » [46,1924,160,1936]
ika-notice-text: Οι διαγωνισμοί θα διεξαχθούν την 27ην Ιουνίου 1951 ημέραν Τετάρτην και ώραν 11 π.μ. εις το Κατάστημα του Ιδρύματος οδός Αγίου Κωνσταντίνου 8, Αθήναι. [1367,1277,1556,1345]
paragraph: Η ιστορία της Μαρίας Ιβάνοβνα, μαθητής του Ινστιτούτου Σμόλνυ, είναι μία από τας πλέον συγκινητικάς. Η νεαρά κόρη κατόρθωσε να διαφύγη από την Μόσχαν με την βοήθειαν ενός Ιταλού διπλωμάτου. [1127,409,1357,492]
memoirs-article [1127,50,1556,2254]
dermatology-ad-text: Ακ. Κωνσταντίνου 28, τηλ. 54.324 [424,1973,563,1997]
commerce-notice-text: Η Διεύθυνσις Αγορών του Υπουργείου Εμπορίου δέχεται προσφοράς διά την προμήθειαν γραφικής ύλης διά τας ανάγκας των υπηρεσιών. Ο διαγωνισμός θα διεξαχθή την 10ην Ιουλίου 1951 ημέραν Τρίτην και ώραν 11 π.μ. εις το Υπουργείον. [940,1850,1118,1973]
cardiology-ad-name: Δρ ΧΡΗΣΤΟΣ ΣΚΟΥΤΕΛΗΣ [447,2013,540,2045]
list-item: Απ «ΑΙΟΛΙΑ» 30 » [46,1896,148,1908]
racing-horses-illustration [603,1692,919,1931]
paragraph: Ο νέος νόμος προβλέπει αύξησιν των συντάξεων γήρατος και αναπηρίας καθώς και επέκτασιν της ιατροφαρμακευτικής περιθάλψεως εις τα μέλη της οικογενείας του ησφαλισμένου. [761,142,931,251]
paragraph: Αλλά η κυβέρνησις δεν φαίνεται να είναι διατεθειμένη να υποχωρήση. Ο κ. Πλαστήρας εδήλωσεν ότι θα τηρήση την πολιτικήν της λιτότητος. [584,887,753,969]
list-item: 100 μ. ελεύθερον: 1) Χατζηιωάννου (Π.Ο.) 1.03.2, 2) Γεωργιάδης (Ολ.) 1.05.8 [940,851,1110,890]
paragraph: Την επαύριον η νεαρά κόρη έφθασεν εις την Ρώμην όπου την υπεδέχθησαν με συγκίνησιν. Αι αναμνήσεις της πρεσβείρας αποτελούν πολύτιμον ντοκουμέντον της εποχής. [1127,1227,1357,1296]
route-text: Ιούλιον 25 Ιουνίου 2 μ.μ. διά Γένουαν, Πορτ Σάιτ, Άντεν, Κολόμβο, Φρήμαντλ, Μελβούρνην, Σύδνεϋ. [46,2090,204,2140]
paragraph: Δι' αυτού επεκτείνεται η ασφάλισις του ΙΚΑ εις όλας τας πόλεις και τα χωρία της Ελλάδος όπου υπάρχουν εργαζόμενοι. Αι εισφοραί θα υπολογίζωνται επί του συνόλου των αποδοχών. [584,649,753,745]
funeral-notice: Τον άνθρωπόν μας πατέρα, πάππον, σύζυγον και αδελφόν ΝΙΚΟΛΑΟΝ ΑΝ. ΛΙΟΝΤΗΝ κηδεύομεν σήμερον 4 μ.μ. εκ του Α' Νεκροταφείου. Οι συγγενείς. [940,1314,1118,1396]
list-item: Σκυταλοδρομία 4×100: 1) Π.Ο.Π. 4.31.7, 2) Α.Β.Α. 4.36.0 [940,1010,1091,1049]
hippodrome-date: ΚΥΡΙΑΚΗ 24 ΙΟΥΝΙΟΥ ΩΡΑ 4.15 [631,1936,891,1954]
paragraph: Ως κατωτέρω διεξήχθησαν χθες εις την πισίνα του Πειραιώς οι κολυμβητικοί αγώνες: [940,792,1118,848]
dermatology-ad-title: ΑΦΡΟΔΙΣΙΑ ΔΕΡΜΑΤΙΚΑ [450,1919,537,1951]
commerce-ministry-subheadline: ΔΙΑΚΗΡΥΞΙΣ ΜΕΙΟΔΟΤΙΚΟΥ ΔΙΑΓΩΝΙΣΜΟΥ [952,1824,1106,1850]
paragraph: Σ.Σ.: Ενδιαφέροντα και δ(ιάσημα) δρώμενα — Ταξιδέψτε στη θάλασσα με τα Λεωφορεία της Ε.Α.Σ. [1367,1072,1556,1128]
